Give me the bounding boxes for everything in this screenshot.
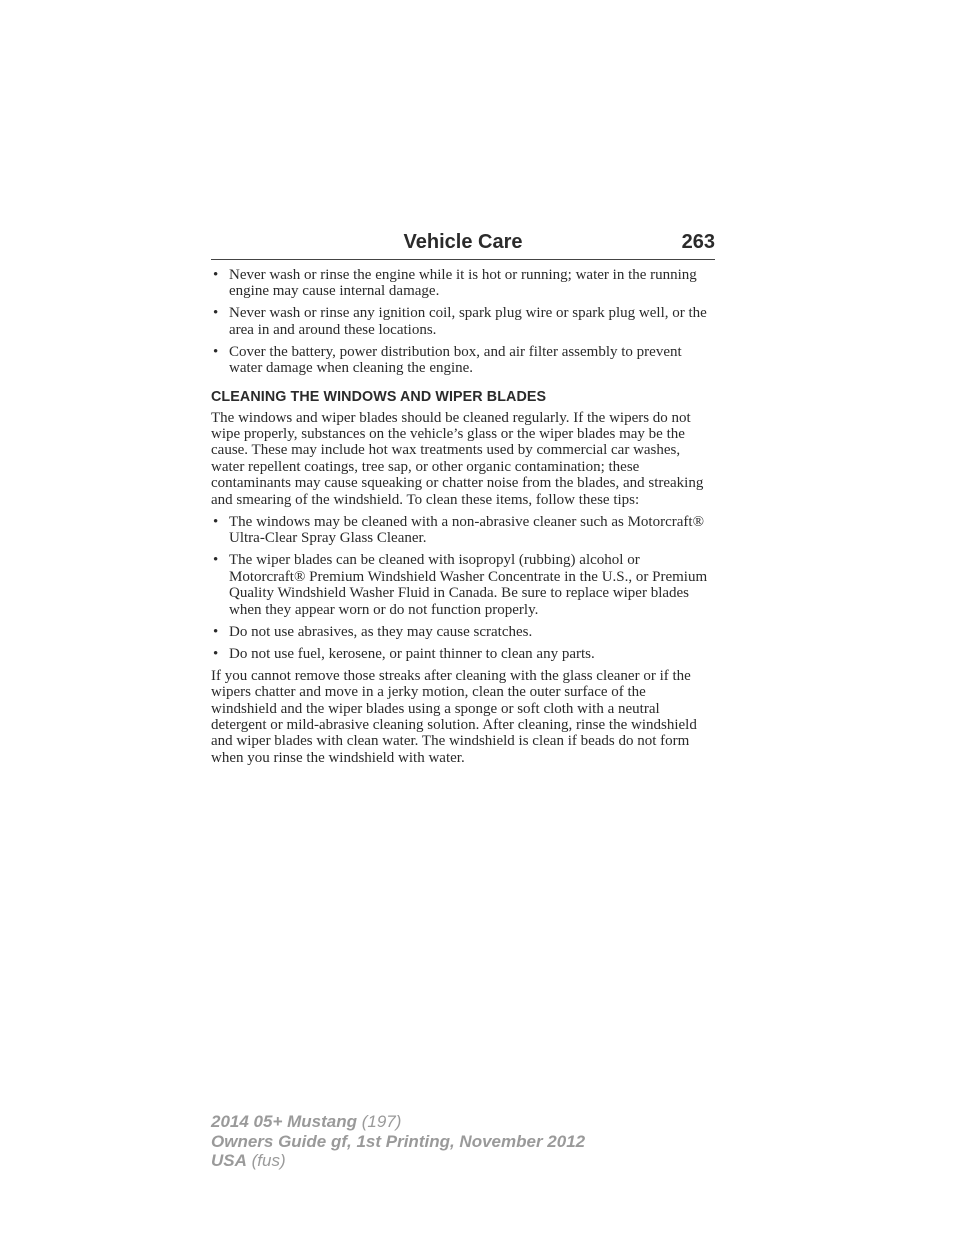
list-item — [211, 344, 715, 377]
list-item — [211, 552, 715, 618]
bullet-icon: • — [213, 552, 219, 569]
bullet-icon: • — [213, 623, 219, 640]
bullet-icon: • — [213, 343, 219, 360]
bullet-icon: • — [213, 514, 219, 531]
list-item-text: Never wash or rinse any ignition coil, spark plug wire or spark plug well, or the area in and around these locations. — [229, 305, 707, 338]
list-item — [211, 646, 715, 662]
cleaning-tips-list — [211, 514, 715, 662]
bullet-icon: • — [213, 305, 219, 322]
list-item-text: The wiper blades can be cleaned with isopropyl (rubbing) alcohol or Motorcraft® Premium Windshield Washer Concentrate in the U.S., or Premium Quality Windshield Washer Fluid in Canada. Be sure to replace wiper blades when they appear worn or do not function properly. — [229, 552, 708, 618]
footer-line-guide — [211, 1132, 585, 1152]
list-item — [211, 514, 715, 547]
footer-market: USA — [211, 1151, 247, 1170]
list-item — [211, 305, 715, 338]
list-item-text: Do not use abrasives, as they may cause scratches. — [229, 623, 533, 640]
page-header — [211, 228, 715, 260]
list-item-text: Cover the battery, power distribution box, and air filter assembly to prevent water damage when cleaning the engine. — [229, 343, 682, 377]
section-title: Vehicle Care — [403, 231, 523, 253]
footer-market-code: (fus) — [246, 1151, 286, 1170]
footer-model-code: (197) — [357, 1112, 402, 1131]
list-item — [211, 624, 715, 640]
list-item — [211, 267, 715, 300]
footer-model: 2014 05+ Mustang — [211, 1112, 357, 1131]
list-item-text: The windows may be cleaned with a non-abrasive cleaner such as Motorcraft® Ultra-Clear Spray Glass Cleaner. — [229, 514, 704, 547]
bullet-icon: • — [213, 267, 219, 283]
footer-line-model — [211, 1112, 585, 1132]
bullet-icon: • — [213, 645, 219, 662]
page-content — [211, 228, 715, 772]
list-item-text: Never wash or rinse the engine while it is hot or running; water in the running engine may cause internal damage. — [229, 267, 697, 300]
engine-bullet-list — [211, 267, 715, 377]
list-item-text: Do not use fuel, kerosene, or paint thinner to clean any parts. — [229, 645, 595, 662]
document-footer — [211, 1112, 585, 1171]
closing-paragraph: If you cannot remove those streaks after cleaning with the glass cleaner or if the wipers chatter and move in a jerky motion, clean the outer surface of the windshield and the wiper blades using a sponge or soft cloth with a neutral detergent or mild-abrasive cleaning solution. After cleaning, rinse the windshield and wiper blades with clean water. The windshield is clean if beads do not form when you rinse the windshield with water. — [211, 667, 697, 766]
section-heading: CLEANING THE WINDOWS AND WIPER BLADES — [211, 388, 547, 405]
footer-guide: Owners Guide gf, 1st Printing, November 2012 — [211, 1131, 586, 1151]
footer-line-market — [211, 1151, 585, 1171]
page-number: 263 — [681, 231, 715, 253]
intro-paragraph: The windows and wiper blades should be cleaned regularly. If the wipers do not wipe properly, substances on the vehicle’s glass or the wiper blades may be the cause. These may include hot wax treatments used by commercial car washes, water repellent coatings, tree sap, or other organic contamination; these contaminants may cause squeaking or chatter noise from the blades, and streaking and smearing of the windshield. To clean these items, follow these tips: — [211, 409, 704, 508]
